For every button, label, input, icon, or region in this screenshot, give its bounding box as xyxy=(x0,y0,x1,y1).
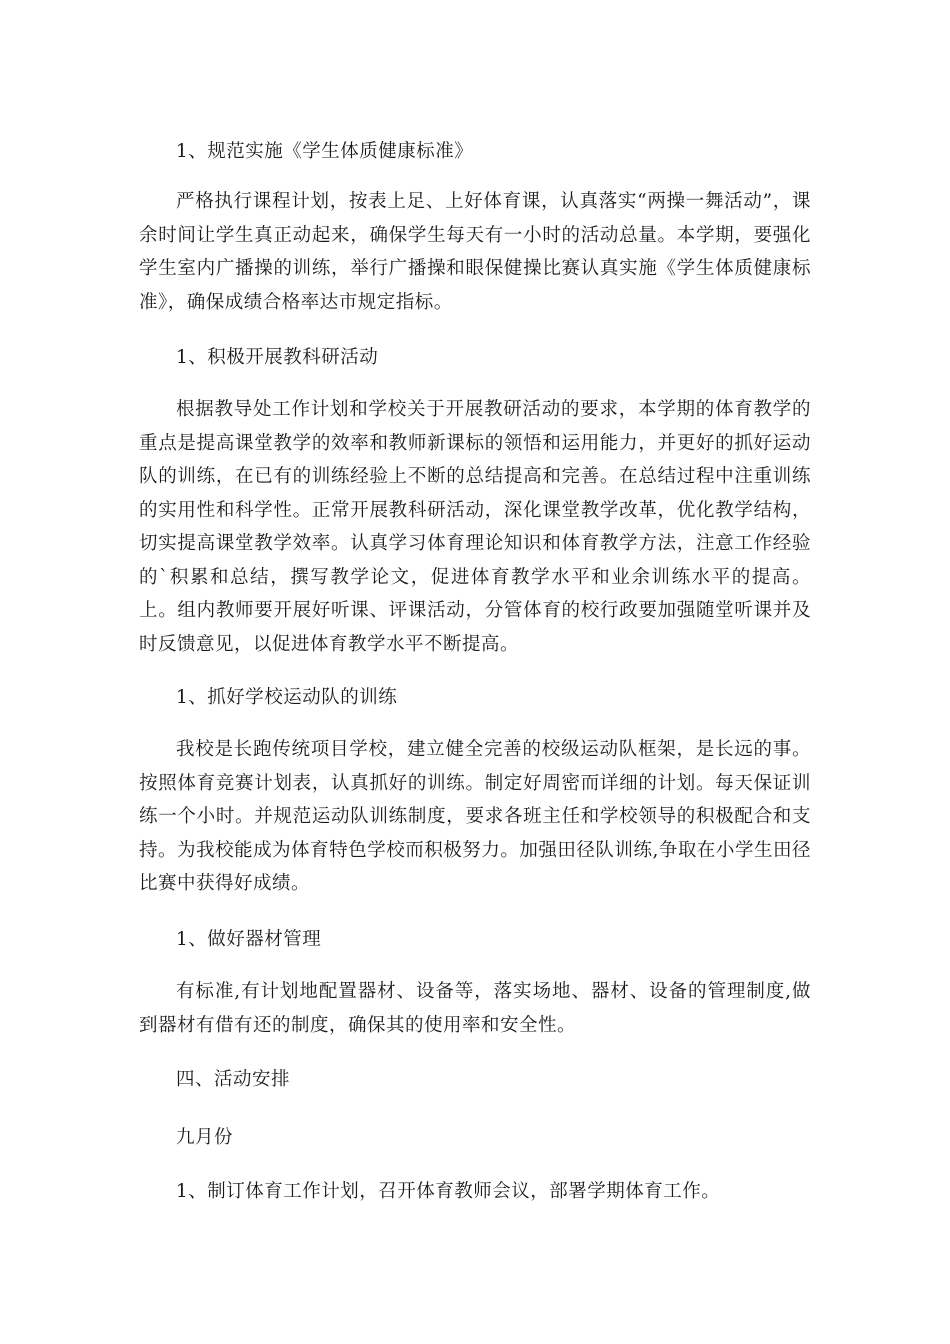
paragraph-teaching-research: 根据教导处工作计划和学校关于开展教研活动的要求，本学期的体育教学的重点是提高课堂教学的效率和教师新课标的领悟和运用能力，并更好的抓好运动队的训练，在已有的训练经验上不断的总结提高和完善。在总结过程中注重训练的实用性和科学性。正常开展教科研活动，深化课堂教学改革，优化教学结构，切实提高课堂教学效率。认真学习体育理论知识和体育教学方法，注意工作经验的`积累和总结，撰写教学论文，促进体育教学水平和业余训练水平的提高。上。组内教师要开展好听课、评课活动，分管体育的校行政要加强随堂听课并及时反馈意见，以促进体育教学水平不断提高。 xyxy=(139,399,811,655)
heading-teaching-research: 1、积极开展教科研活动 xyxy=(176,347,379,368)
paragraph-course-plan: 严格执行课程计划，按表上足、上好体育课，认真落实“两操一舞活动”，课余时间让学生真正动起来，确保学生每天有一小时的活动总量。本学期，要强化学生室内广播操的训练，举行广播操和眼保健操比赛认真实施《学生体质健康标准》，确保成绩合格率达市规定指标。 xyxy=(139,191,811,313)
heading-fitness-standard: 1、规范实施《学生体质健康标准》 xyxy=(176,141,474,162)
paragraph-equipment: 有标准,有计划地配置器材、设备等，落实场地、器材、设备的管理制度,做到器材有借有还的制度，确保其的使用率和安全性。 xyxy=(139,981,811,1036)
heading-sports-team: 1、抓好学校运动队的训练 xyxy=(176,687,398,708)
heading-equipment: 1、做好器材管理 xyxy=(176,929,322,950)
paragraph-september-item-1: 1、制订体育工作计划，召开体育教师会议，部署学期体育工作。 xyxy=(176,1181,721,1202)
paragraph-sports-team: 我校是长跑传统项目学校，建立健全完善的校级运动队框架，是长远的事。按照体育竞赛计划表，认真抓好的训练。制定好周密而详细的计划。每天保证训练一个小时。并规范运动队训练制度，要求各班主任和学校领导的积极配合和支持。为我校能成为体育特色学校而积极努力。加强田径队训练,争取在小学生田径比赛中获得好成绩。 xyxy=(139,739,811,894)
heading-september: 九月份 xyxy=(176,1127,234,1148)
heading-activities: 四、活动安排 xyxy=(176,1069,291,1090)
